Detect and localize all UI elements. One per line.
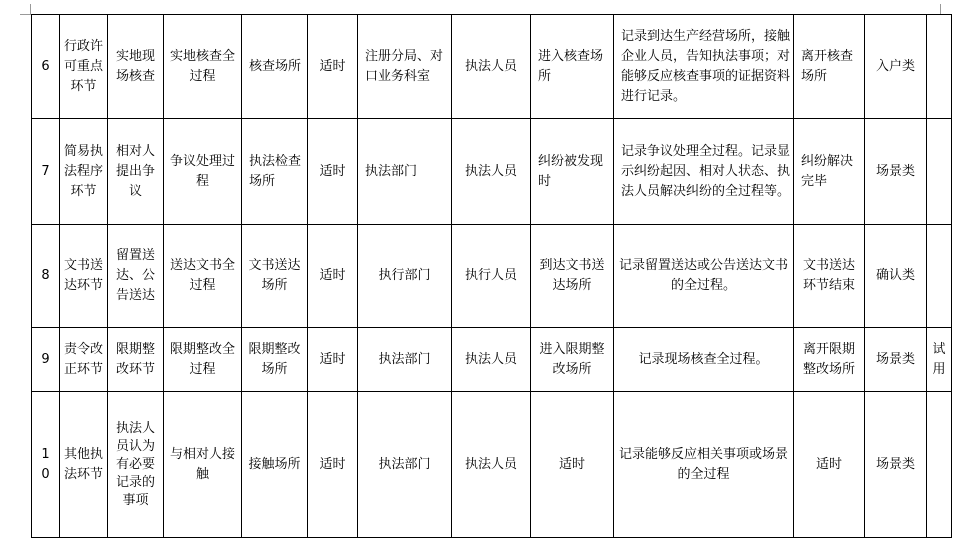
cell-type: 场景类 <box>865 119 927 225</box>
table-row <box>32 225 952 328</box>
cell-content: 限期整改全过程 <box>164 328 242 392</box>
cell-note <box>927 15 952 119</box>
cell-requirement: 记录留置送达或公告送达文书的全过程。 <box>614 225 794 328</box>
recording-scope-table <box>31 14 952 538</box>
table-row <box>32 15 952 119</box>
cell-end: 离开限期整改场所 <box>794 328 865 392</box>
cell-type: 入户类 <box>865 15 927 119</box>
cell-person: 执法人员 <box>452 15 531 119</box>
cell-stage: 责令改正环节 <box>60 328 108 392</box>
cell-person: 执行人员 <box>452 225 531 328</box>
cell-requirement: 记录能够反应相关事项或场景的全过程 <box>614 392 794 538</box>
cell-start: 进入限期整改场所 <box>531 328 614 392</box>
cell-no: 8 <box>32 225 60 328</box>
margin-mark-left <box>20 4 31 15</box>
cell-time: 适时 <box>308 119 358 225</box>
cell-dept: 执法部门 <box>358 119 452 225</box>
cell-place: 执法检查场所 <box>242 119 308 225</box>
cell-requirement: 记录现场核查全过程。 <box>614 328 794 392</box>
table-row <box>32 119 952 225</box>
cell-start: 纠纷被发现时 <box>531 119 614 225</box>
cell-type: 确认类 <box>865 225 927 328</box>
cell-note <box>927 225 952 328</box>
cell-stage: 简易执法程序环节 <box>60 119 108 225</box>
cell-note: 试用 <box>927 328 952 392</box>
cell-dept: 执行部门 <box>358 225 452 328</box>
cell-type: 场景类 <box>865 328 927 392</box>
cell-dept: 执法部门 <box>358 328 452 392</box>
cell-time: 适时 <box>308 328 358 392</box>
cell-place: 核查场所 <box>242 15 308 119</box>
cell-end: 离开核查场所 <box>794 15 865 119</box>
cell-person: 执法人员 <box>452 328 531 392</box>
cell-scene: 留置送达、公告送达 <box>108 225 164 328</box>
cell-start: 进入核查场所 <box>531 15 614 119</box>
cell-time: 适时 <box>308 225 358 328</box>
cell-content: 送达文书全过程 <box>164 225 242 328</box>
cell-no: 10 <box>32 392 60 538</box>
table-row <box>32 392 952 538</box>
cell-stage: 行政许可重点环节 <box>60 15 108 119</box>
cell-stage: 其他执法环节 <box>60 392 108 538</box>
cell-no: 6 <box>32 15 60 119</box>
cell-time: 适时 <box>308 392 358 538</box>
cell-scene: 相对人提出争议 <box>108 119 164 225</box>
cell-content: 争议处理过程 <box>164 119 242 225</box>
cell-person: 执法人员 <box>452 392 531 538</box>
table-row <box>32 328 952 392</box>
cell-end: 文书送达环节结束 <box>794 225 865 328</box>
cell-person: 执法人员 <box>452 119 531 225</box>
cell-no: 9 <box>32 328 60 392</box>
cell-place: 接触场所 <box>242 392 308 538</box>
cell-place: 限期整改场所 <box>242 328 308 392</box>
cell-requirement: 记录争议处理全过程。记录显示纠纷起因、相对人状态、执法人员解决纠纷的全过程等。 <box>614 119 794 225</box>
cell-content: 与相对人接触 <box>164 392 242 538</box>
cell-requirement: 记录到达生产经营场所，接触企业人员，告知执法事项；对能够反应核查事项的证据资料进行记录。 <box>614 15 794 119</box>
cell-start: 到达文书送达场所 <box>531 225 614 328</box>
cell-start: 适时 <box>531 392 614 538</box>
cell-end: 适时 <box>794 392 865 538</box>
cell-type: 场景类 <box>865 392 927 538</box>
cell-no: 7 <box>32 119 60 225</box>
cell-note <box>927 119 952 225</box>
cell-dept: 注册分局、对口业务科室 <box>358 15 452 119</box>
cell-dept: 执法部门 <box>358 392 452 538</box>
cell-stage: 文书送达环节 <box>60 225 108 328</box>
cell-scene: 实地现场核查 <box>108 15 164 119</box>
cell-scene: 限期整改环节 <box>108 328 164 392</box>
cell-note <box>927 392 952 538</box>
cell-scene: 执法人员认为有必要记录的事项 <box>108 392 164 538</box>
cell-content: 实地核查全过程 <box>164 15 242 119</box>
cell-place: 文书送达场所 <box>242 225 308 328</box>
cell-time: 适时 <box>308 15 358 119</box>
cell-end: 纠纷解决完毕 <box>794 119 865 225</box>
